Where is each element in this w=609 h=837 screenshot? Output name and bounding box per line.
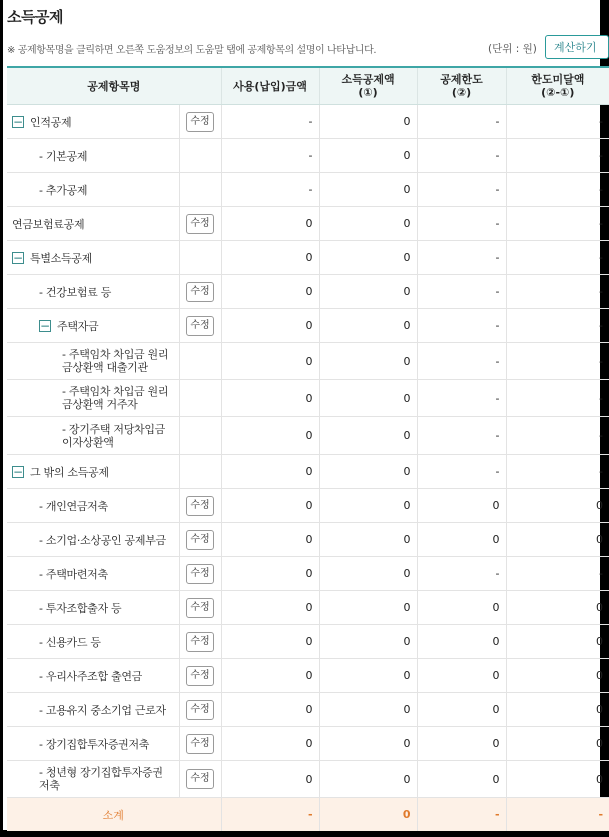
amount-cell: 0	[221, 241, 319, 275]
help-note: ※ 공제항목명을 클릭하면 오른쪽 도움정보의 도움말 탭에 공제항목의 설명이 나타납니다.	[7, 45, 377, 56]
table-row	[7, 489, 609, 523]
col-header-deduction-label: 소득공제액	[341, 73, 395, 86]
col-header-limit-label: 공제한도	[440, 73, 483, 86]
shortfall-cell: 0	[506, 591, 609, 625]
edit-cell	[179, 727, 221, 761]
row-label-cell[interactable]	[7, 139, 179, 173]
limit-cell: 0	[417, 625, 506, 659]
shortfall-cell: -	[506, 275, 609, 309]
edit-cell	[179, 417, 221, 455]
edit-cell	[179, 523, 221, 557]
collapse-icon[interactable]: −	[13, 250, 24, 265]
calculate-button[interactable]: 계산하기	[545, 35, 609, 59]
deduction-cell: 0	[319, 139, 417, 173]
subtotal-limit: -	[417, 798, 506, 832]
limit-cell: -	[417, 309, 506, 343]
amount-cell: -	[221, 105, 319, 139]
limit-cell: 0	[417, 523, 506, 557]
edit-button[interactable]: 수정	[186, 214, 214, 234]
amount-cell: 0	[221, 523, 319, 557]
edit-button[interactable]: 수정	[186, 282, 214, 302]
shortfall-cell: -	[506, 343, 609, 380]
edit-cell	[179, 761, 221, 798]
row-label-cell[interactable]	[7, 523, 179, 557]
row-label[interactable]: - 주택임차 차입금 원리금상환액 대출기관	[62, 348, 169, 374]
row-label-cell[interactable]	[7, 489, 179, 523]
amount-cell: 0	[221, 625, 319, 659]
limit-cell: 0	[417, 591, 506, 625]
edit-button[interactable]: 수정	[186, 112, 214, 132]
row-label[interactable]: - 주택마련저축	[39, 567, 108, 581]
table-row	[7, 417, 609, 455]
edit-cell	[179, 693, 221, 727]
deduction-cell: 0	[319, 417, 417, 455]
row-label-cell[interactable]	[7, 417, 179, 455]
shortfall-cell: -	[506, 417, 609, 455]
table-row	[7, 523, 609, 557]
subtotal-row	[7, 798, 609, 832]
row-label-cell[interactable]	[7, 455, 179, 489]
shortfall-cell: -	[506, 173, 609, 207]
amount-cell: 0	[221, 557, 319, 591]
subtotal-label: 소계	[7, 798, 221, 832]
edit-cell	[179, 557, 221, 591]
row-label[interactable]: 주택자금	[57, 319, 99, 333]
limit-cell: -	[417, 207, 506, 241]
collapse-icon[interactable]: −	[40, 318, 51, 333]
row-label[interactable]: 연금보험료공제	[12, 217, 85, 231]
row-label[interactable]: - 청년형 장기집합투자증권저축	[39, 766, 163, 792]
shortfall-cell: 0	[506, 489, 609, 523]
shortfall-cell: 0	[506, 727, 609, 761]
deduction-cell: 0	[319, 173, 417, 207]
col-header-shortfall-label: 한도미달액	[531, 73, 585, 86]
amount-cell: 0	[221, 309, 319, 343]
edit-button[interactable]: 수정	[186, 632, 214, 652]
deduction-cell: 0	[319, 309, 417, 343]
table-row	[7, 309, 609, 343]
edit-cell	[179, 309, 221, 343]
unit-label: (단위 : 원)	[488, 43, 537, 55]
deduction-cell: 0	[319, 343, 417, 380]
edit-button[interactable]: 수정	[186, 316, 214, 336]
row-label-cell[interactable]	[7, 659, 179, 693]
edit-button[interactable]: 수정	[186, 700, 214, 720]
deduction-cell: 0	[319, 761, 417, 798]
limit-cell: -	[417, 139, 506, 173]
col-header-shortfall	[506, 67, 609, 105]
edit-cell	[179, 343, 221, 380]
row-label-cell[interactable]	[7, 625, 179, 659]
limit-cell: -	[417, 105, 506, 139]
edit-cell	[179, 207, 221, 241]
row-label[interactable]: - 고용유지 중소기업 근로자	[39, 703, 166, 717]
limit-cell: 0	[417, 761, 506, 798]
edit-button[interactable]: 수정	[186, 530, 214, 550]
edit-button[interactable]: 수정	[186, 564, 214, 584]
edit-button[interactable]: 수정	[186, 769, 214, 789]
amount-cell: 0	[221, 343, 319, 380]
row-label[interactable]: - 장기주택 저당차입금 이자상환액	[62, 422, 165, 449]
row-label-cell[interactable]	[7, 105, 179, 139]
table-header	[7, 67, 609, 105]
shortfall-cell: -	[506, 105, 609, 139]
deduction-cell: 0	[319, 105, 417, 139]
amount-cell: 0	[221, 659, 319, 693]
shortfall-cell: -	[506, 455, 609, 489]
col-header-limit-sub: (②)	[451, 86, 472, 99]
limit-cell: -	[417, 241, 506, 275]
shortfall-cell: -	[506, 557, 609, 591]
limit-cell: -	[417, 557, 506, 591]
limit-cell: 0	[417, 693, 506, 727]
edit-cell	[179, 489, 221, 523]
deduction-panel	[3, 0, 604, 830]
limit-cell: 0	[417, 659, 506, 693]
limit-cell: -	[417, 380, 506, 417]
col-header-limit	[417, 67, 506, 105]
shortfall-cell: -	[506, 207, 609, 241]
shortfall-cell: 0	[506, 659, 609, 693]
row-label-cell[interactable]	[7, 761, 179, 798]
page-title: 소득공제	[7, 8, 63, 26]
subtotal-amount: -	[221, 798, 319, 832]
edit-button[interactable]: 수정	[186, 734, 214, 754]
table-row	[7, 105, 609, 139]
edit-button[interactable]: 수정	[186, 496, 214, 516]
row-label-cell[interactable]	[7, 343, 179, 380]
deduction-cell: 0	[319, 557, 417, 591]
amount-cell: 0	[221, 761, 319, 798]
table-row	[7, 625, 609, 659]
row-label[interactable]: - 소기업·소상공인 공제부금	[39, 533, 166, 547]
row-label[interactable]: - 주택임차 차입금 원리금상환액 거주자	[62, 385, 169, 411]
table-row	[7, 275, 609, 309]
table-row	[7, 139, 609, 173]
deduction-cell: 0	[319, 693, 417, 727]
deduction-cell: 0	[319, 380, 417, 417]
table-row	[7, 343, 609, 380]
table-row	[7, 207, 609, 241]
edit-cell	[179, 380, 221, 417]
amount-cell: 0	[221, 591, 319, 625]
row-label[interactable]: 특별소득공제	[30, 251, 92, 265]
table-row	[7, 659, 609, 693]
deduction-cell: 0	[319, 275, 417, 309]
edit-cell	[179, 241, 221, 275]
deduction-cell: 0	[319, 591, 417, 625]
amount-cell: -	[221, 173, 319, 207]
limit-cell: 0	[417, 727, 506, 761]
deduction-table	[7, 66, 609, 831]
table-row	[7, 380, 609, 417]
collapse-icon[interactable]: −	[13, 114, 24, 129]
col-header-deduction-sub: (①)	[358, 86, 378, 99]
subtotal-deduction: 0	[319, 798, 417, 832]
row-label[interactable]: - 우리사주조합 출연금	[39, 669, 142, 683]
edit-button[interactable]: 수정	[186, 666, 214, 686]
edit-cell	[179, 659, 221, 693]
shortfall-cell: -	[506, 380, 609, 417]
deduction-cell: 0	[319, 625, 417, 659]
amount-cell: 0	[221, 693, 319, 727]
amount-cell: -	[221, 139, 319, 173]
deduction-cell: 0	[319, 659, 417, 693]
row-label[interactable]: 그 밖의 소득공제	[30, 465, 109, 479]
table-row	[7, 761, 609, 798]
table-row	[7, 455, 609, 489]
edit-cell	[179, 625, 221, 659]
limit-cell: -	[417, 417, 506, 455]
row-label[interactable]: - 신용카드 등	[39, 635, 101, 649]
deduction-cell: 0	[319, 207, 417, 241]
row-label-cell[interactable]	[7, 727, 179, 761]
row-label[interactable]: - 건강보험료 등	[39, 285, 112, 299]
deduction-cell: 0	[319, 727, 417, 761]
deduction-cell: 0	[319, 489, 417, 523]
amount-cell: 0	[221, 417, 319, 455]
table-row	[7, 591, 609, 625]
limit-cell: -	[417, 455, 506, 489]
amount-cell: 0	[221, 380, 319, 417]
col-header-amount: 사용(납입)금액	[221, 67, 319, 105]
deduction-cell: 0	[319, 241, 417, 275]
table-row	[7, 241, 609, 275]
col-header-name: 공제항목명	[7, 67, 221, 105]
row-label-cell[interactable]	[7, 309, 179, 343]
shortfall-cell: -	[506, 309, 609, 343]
row-label-cell[interactable]	[7, 557, 179, 591]
amount-cell: 0	[221, 489, 319, 523]
edit-cell	[179, 173, 221, 207]
table-row	[7, 557, 609, 591]
edit-button[interactable]: 수정	[186, 598, 214, 618]
deduction-cell: 0	[319, 523, 417, 557]
limit-cell: -	[417, 173, 506, 207]
edit-cell	[179, 455, 221, 489]
row-label-cell[interactable]	[7, 241, 179, 275]
row-label-cell[interactable]	[7, 275, 179, 309]
shortfall-cell: -	[506, 139, 609, 173]
amount-cell: 0	[221, 275, 319, 309]
shortfall-cell: -	[506, 241, 609, 275]
shortfall-cell: 0	[506, 693, 609, 727]
table-row	[7, 173, 609, 207]
row-label[interactable]: - 추가공제	[39, 183, 88, 197]
amount-cell: 0	[221, 207, 319, 241]
subtotal-shortfall: -	[506, 798, 609, 832]
row-label-cell[interactable]	[7, 591, 179, 625]
row-label[interactable]: 인적공제	[30, 115, 72, 129]
col-header-deduction	[319, 67, 417, 105]
row-label-cell[interactable]	[7, 207, 179, 241]
edit-cell	[179, 105, 221, 139]
amount-cell: 0	[221, 455, 319, 489]
shortfall-cell: 0	[506, 625, 609, 659]
collapse-icon[interactable]: −	[13, 464, 24, 479]
shortfall-cell: 0	[506, 523, 609, 557]
amount-cell: 0	[221, 727, 319, 761]
edit-cell	[179, 275, 221, 309]
deduction-cell: 0	[319, 455, 417, 489]
row-label[interactable]: - 투자조합출자 등	[39, 601, 122, 615]
row-label[interactable]: - 기본공제	[39, 149, 88, 163]
limit-cell: -	[417, 275, 506, 309]
limit-cell: -	[417, 343, 506, 380]
table-row	[7, 727, 609, 761]
row-label[interactable]: - 장기집합투자증권저축	[39, 737, 150, 751]
table-row	[7, 693, 609, 727]
row-label-cell[interactable]	[7, 693, 179, 727]
limit-cell: 0	[417, 489, 506, 523]
row-label[interactable]: - 개인연금저축	[39, 499, 108, 513]
edit-cell	[179, 139, 221, 173]
shortfall-cell: 0	[506, 761, 609, 798]
col-header-shortfall-sub: (②-①)	[541, 86, 575, 99]
row-label-cell[interactable]	[7, 380, 179, 417]
row-label-cell[interactable]	[7, 173, 179, 207]
edit-cell	[179, 591, 221, 625]
